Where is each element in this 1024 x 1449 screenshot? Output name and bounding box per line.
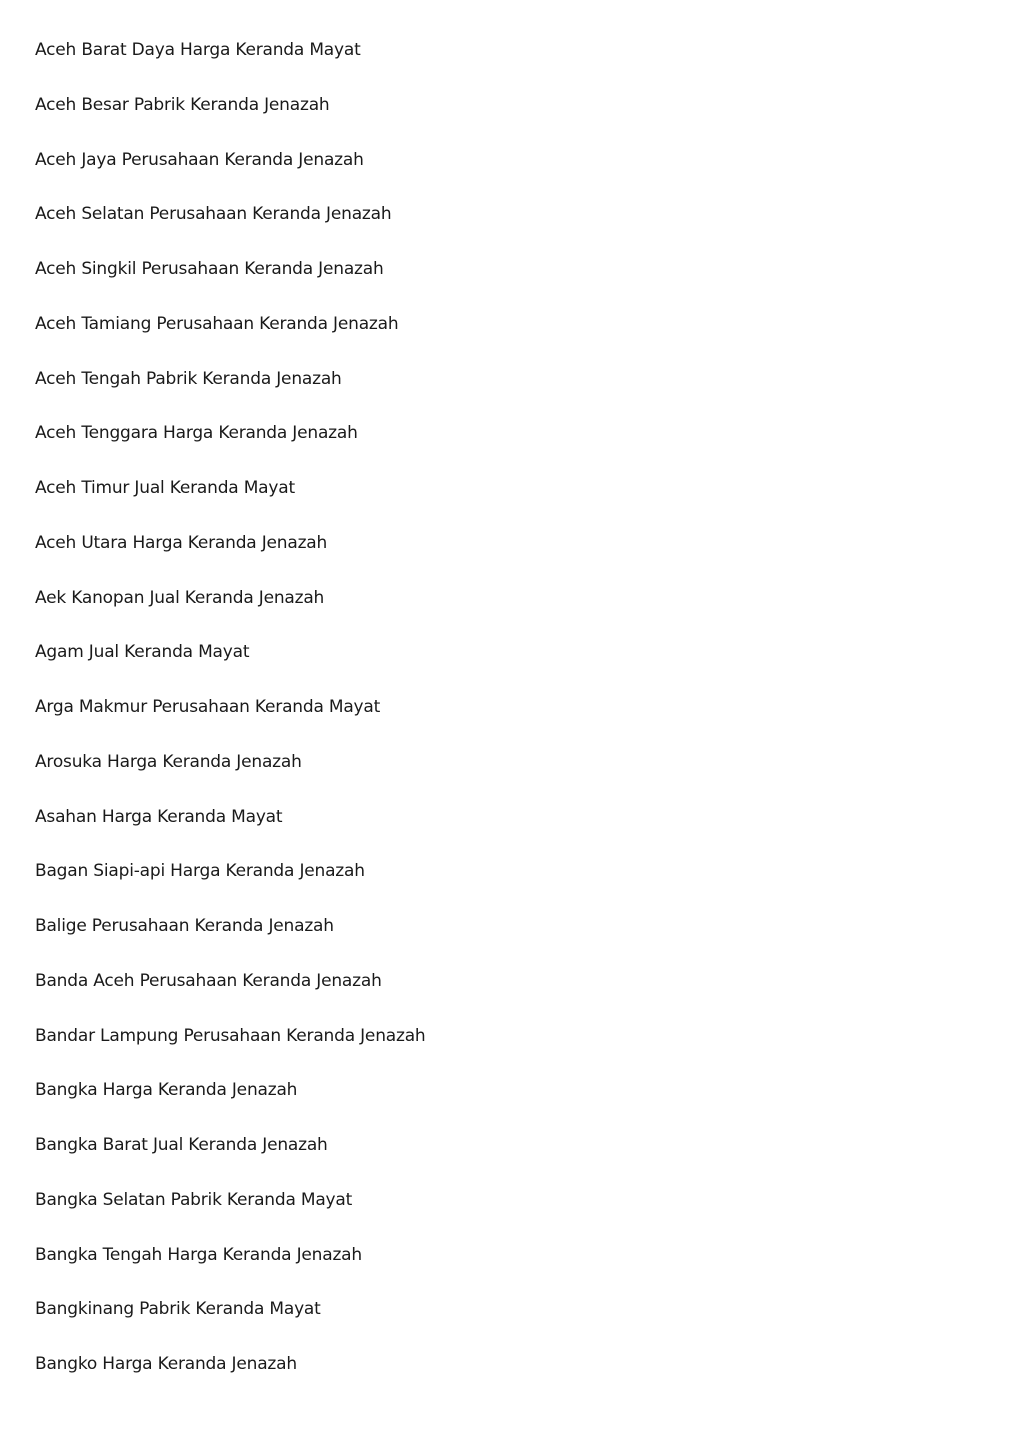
list-item — [35, 635, 426, 690]
location-link[interactable]: Aceh Tengah Pabrik Keranda Jenazah — [35, 368, 342, 389]
location-link[interactable]: Arosuka Harga Keranda Jenazah — [35, 751, 302, 772]
location-link[interactable]: Bangko Harga Keranda Jenazah — [35, 1354, 297, 1374]
location-link[interactable]: Bangka Tengah Harga Keranda Jenazah — [35, 1244, 362, 1265]
list-item — [35, 745, 426, 800]
list-item — [35, 581, 426, 636]
list-item — [35, 1073, 426, 1128]
list-item — [35, 1183, 426, 1238]
location-link[interactable]: Bangka Selatan Pabrik Keranda Mayat — [35, 1189, 353, 1210]
location-link[interactable]: Aceh Tenggara Harga Keranda Jenazah — [35, 423, 358, 444]
location-link[interactable]: Aceh Singkil Perusahaan Keranda Jenazah — [35, 259, 384, 279]
list-item — [35, 88, 426, 143]
location-link[interactable]: Aceh Tamiang Perusahaan Keranda Jenazah — [35, 313, 399, 334]
location-link[interactable]: Arga Makmur Perusahaan Keranda Mayat — [35, 697, 381, 717]
list-item — [35, 33, 426, 88]
location-link[interactable]: Balige Perusahaan Keranda Jenazah — [35, 916, 334, 936]
location-link[interactable]: Aceh Jaya Perusahaan Keranda Jenazah — [35, 149, 364, 170]
location-link[interactable]: Bangkinang Pabrik Keranda Mayat — [35, 1299, 321, 1320]
location-link[interactable]: Bangka Harga Keranda Jenazah — [35, 1080, 298, 1101]
list-item — [35, 1019, 426, 1074]
location-link[interactable]: Aceh Utara Harga Keranda Jenazah — [35, 532, 328, 553]
list-item — [35, 964, 426, 1019]
location-link[interactable]: Agam Jual Keranda Mayat — [35, 642, 250, 663]
list-item — [35, 909, 426, 964]
location-link[interactable]: Aceh Besar Pabrik Keranda Jenazah — [35, 94, 330, 115]
location-link[interactable]: Aek Kanopan Jual Keranda Jenazah — [35, 587, 325, 608]
list-item — [35, 1292, 426, 1347]
list-item — [35, 471, 426, 526]
location-link-list — [35, 33, 426, 1402]
location-link[interactable]: Aceh Timur Jual Keranda Mayat — [35, 478, 295, 498]
location-link[interactable]: Asahan Harga Keranda Mayat — [35, 806, 283, 827]
list-item — [35, 1238, 426, 1293]
location-link[interactable]: Bandar Lampung Perusahaan Keranda Jenazah — [35, 1025, 426, 1046]
list-item — [35, 526, 426, 581]
list-item — [35, 800, 426, 855]
list-item — [35, 143, 426, 198]
location-link[interactable]: Bagan Siapi-api Harga Keranda Jenazah — [35, 861, 365, 882]
list-item — [35, 362, 426, 417]
list-item — [35, 307, 426, 362]
list-item — [35, 690, 426, 745]
list-item — [35, 416, 426, 471]
location-link[interactable]: Banda Aceh Perusahaan Keranda Jenazah — [35, 970, 382, 991]
list-item — [35, 1347, 426, 1402]
list-item — [35, 252, 426, 307]
list-item — [35, 197, 426, 252]
location-link[interactable]: Bangka Barat Jual Keranda Jenazah — [35, 1135, 328, 1155]
location-link[interactable]: Aceh Selatan Perusahaan Keranda Jenazah — [35, 204, 392, 225]
location-link[interactable]: Aceh Barat Daya Harga Keranda Mayat — [35, 40, 361, 60]
list-item — [35, 854, 426, 909]
list-item — [35, 1128, 426, 1183]
